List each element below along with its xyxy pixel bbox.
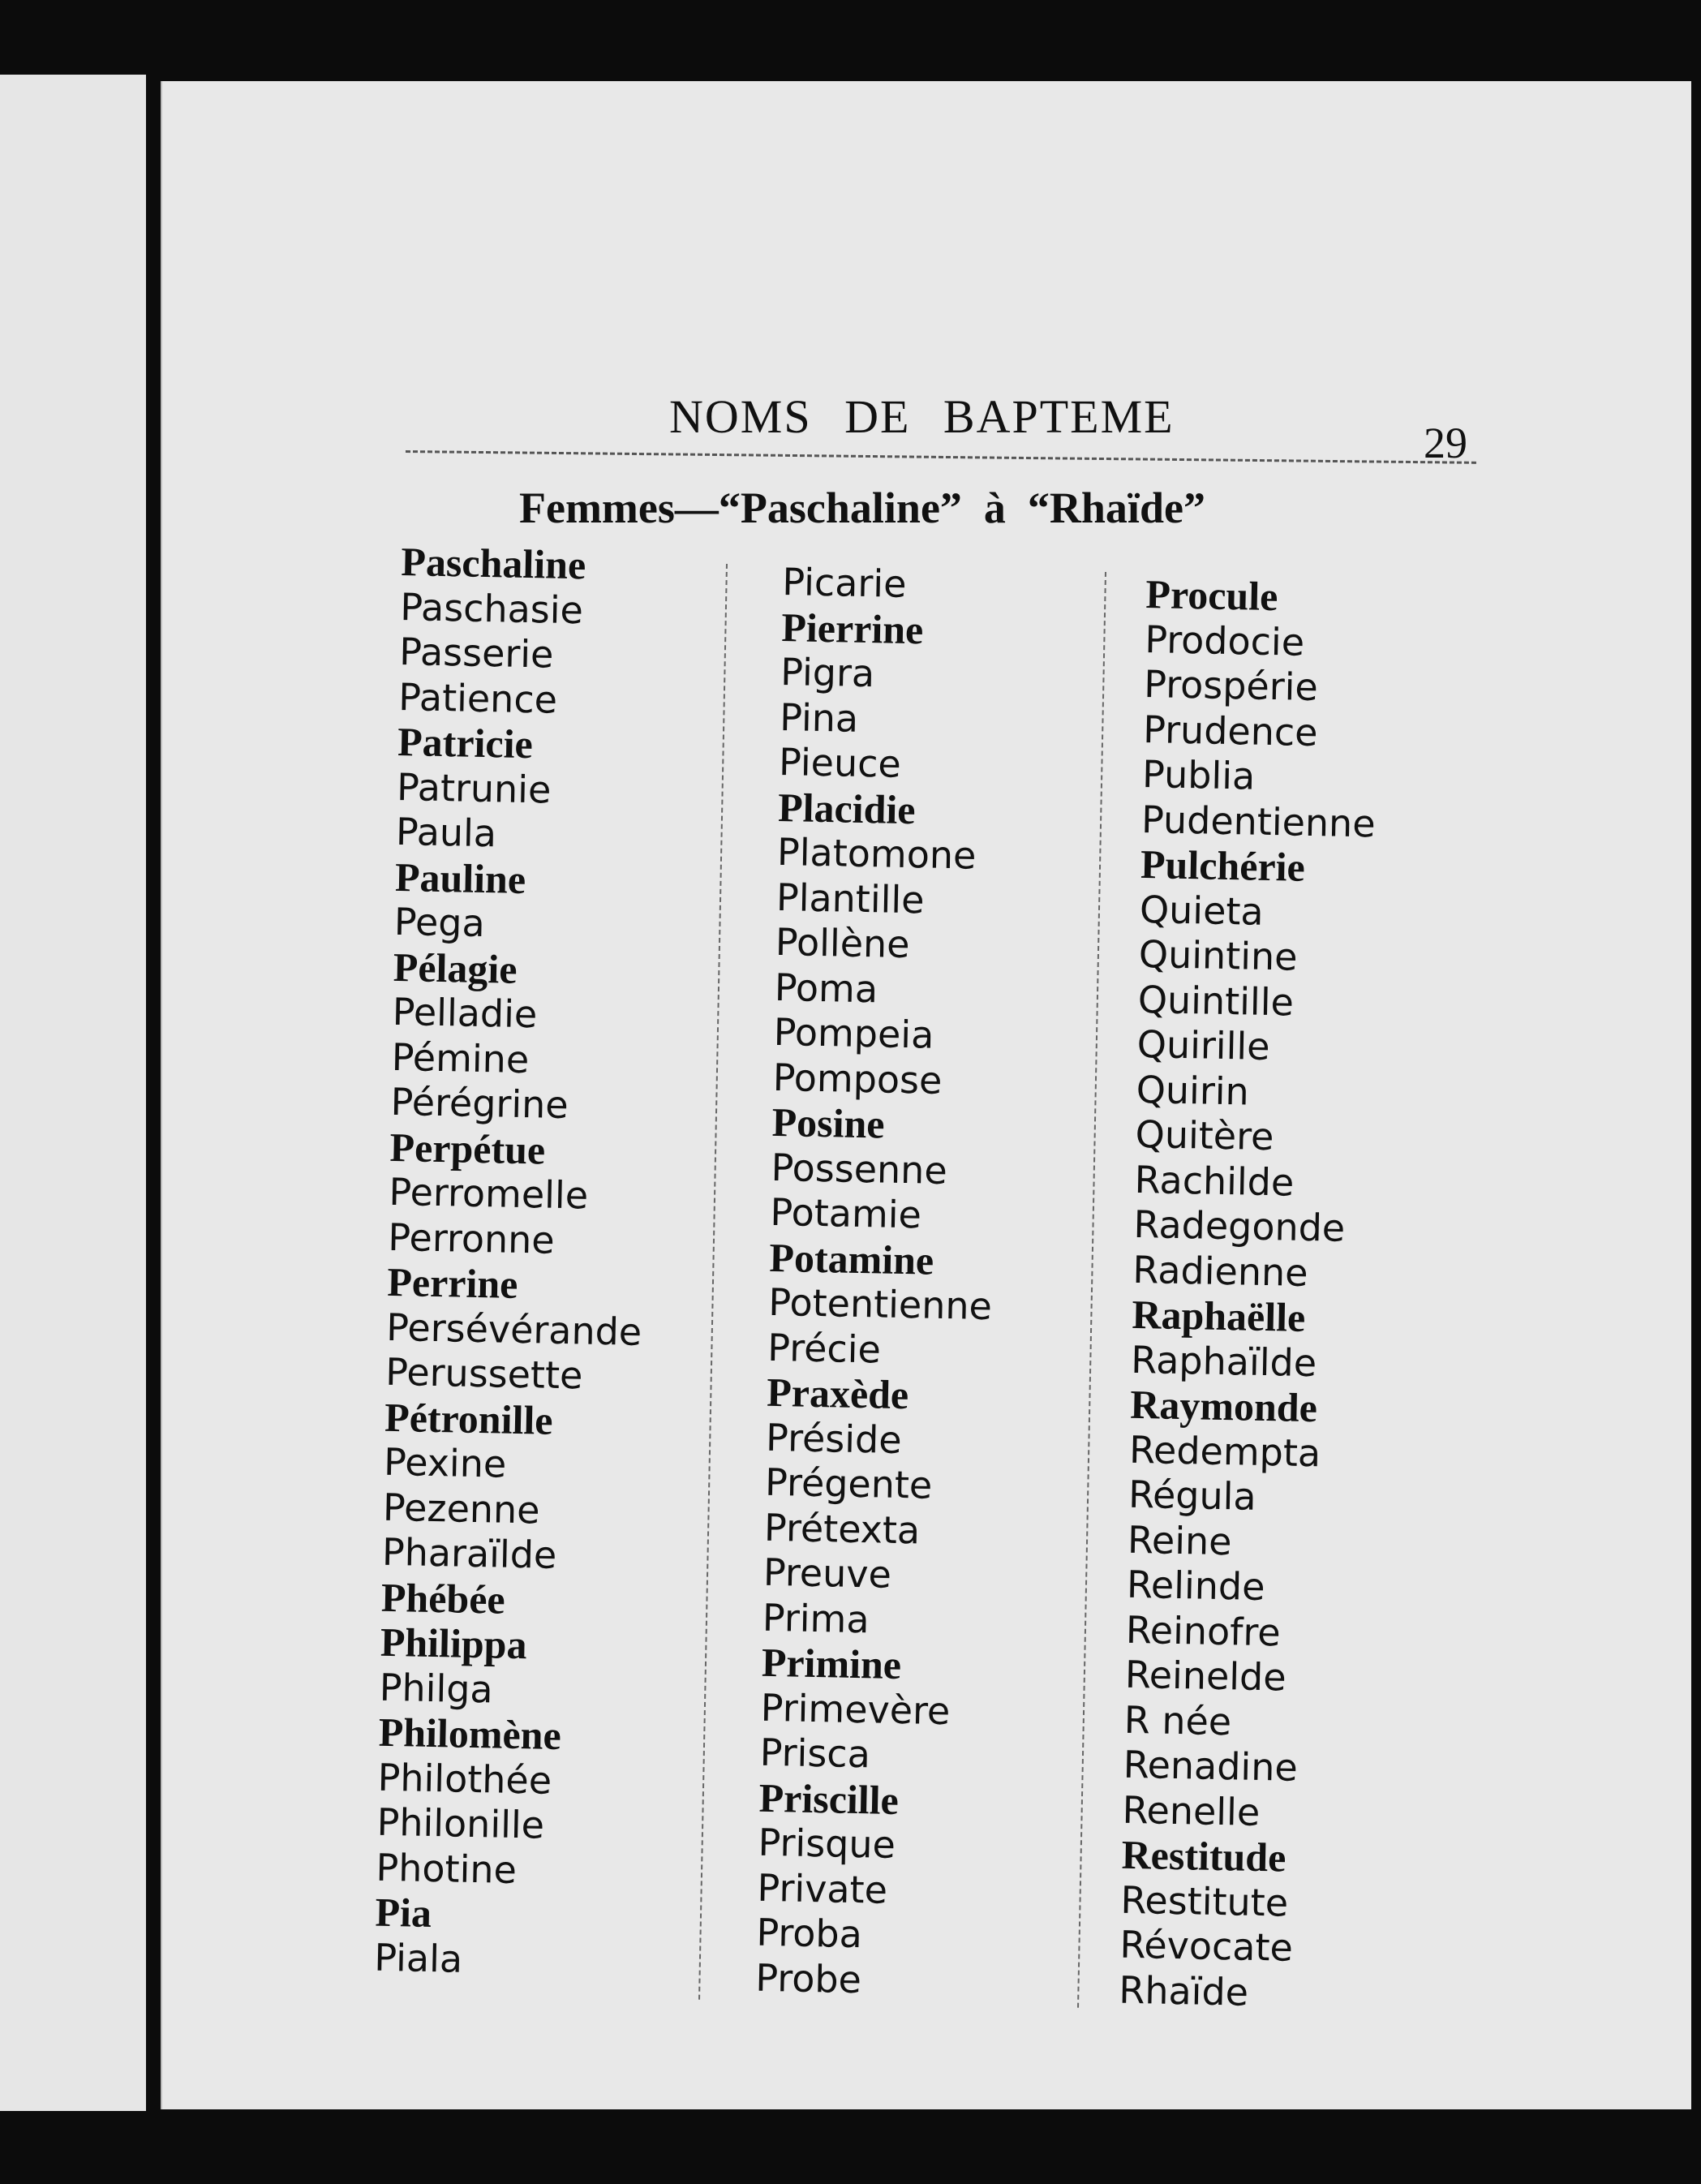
- name-entry: Picarie: [781, 560, 907, 606]
- name-entry: Philga: [379, 1665, 494, 1711]
- name-entry: Pérégrine: [390, 1079, 569, 1128]
- name-entry: Rachilde: [1134, 1157, 1295, 1205]
- name-entry: Placidie: [777, 784, 917, 832]
- name-entry: Pina: [779, 694, 859, 741]
- name-entry: Préside: [765, 1415, 903, 1462]
- name-entry: Perromelle: [389, 1169, 589, 1218]
- name-entry: Pia: [374, 1889, 432, 1937]
- name-entry: Pémine: [391, 1034, 530, 1081]
- name-entry: Passerie: [398, 629, 554, 677]
- name-entry: Quirin: [1136, 1067, 1250, 1114]
- name-entry: Philippa: [380, 1619, 528, 1668]
- name-entry: Pelladie: [392, 989, 538, 1037]
- page-number: 29: [1424, 419, 1467, 467]
- name-entry: Procule: [1145, 571, 1278, 620]
- name-entry: Prégente: [764, 1460, 933, 1507]
- name-entry: Pigra: [780, 649, 875, 696]
- name-entry: Révocate: [1119, 1922, 1294, 1970]
- name-entry: Pega: [393, 899, 486, 946]
- name-entry: Reinofre: [1125, 1607, 1282, 1654]
- facing-page-edge: [0, 75, 146, 2111]
- name-entry: Perussette: [384, 1349, 583, 1398]
- name-entry: Perronne: [387, 1215, 556, 1262]
- name-entry: Quintine: [1138, 931, 1299, 979]
- name-entry: Private: [757, 1865, 888, 1912]
- name-entry: Prospérie: [1143, 661, 1319, 710]
- name-entry: Prisca: [759, 1730, 871, 1777]
- name-entry: Raphaëlle: [1131, 1291, 1306, 1340]
- name-entry: Prodocie: [1144, 617, 1305, 664]
- name-entry: Pezenne: [382, 1485, 541, 1532]
- names-column-1: [374, 540, 657, 1985]
- name-entry: Primevère: [760, 1685, 951, 1733]
- name-entry: Quieta: [1139, 887, 1265, 934]
- name-entry: Pompose: [772, 1055, 943, 1103]
- name-entry: Pharaïlde: [381, 1529, 557, 1577]
- name-entry: Quitère: [1135, 1111, 1274, 1159]
- name-entry: Preuve: [762, 1550, 892, 1597]
- name-entry: Photine: [376, 1845, 518, 1892]
- name-entry: Prétexta: [763, 1505, 921, 1552]
- name-entry: Pudentienne: [1140, 797, 1377, 845]
- name-entry: Pulchérie: [1140, 840, 1306, 890]
- name-entry: Philothée: [377, 1755, 552, 1803]
- name-entry: Perpétue: [389, 1124, 546, 1173]
- name-entry: Pauline: [394, 853, 526, 902]
- name-entry: Raphaïlde: [1130, 1337, 1317, 1385]
- name-entry: Pétronille: [384, 1394, 554, 1443]
- name-entry: Philomène: [378, 1709, 562, 1759]
- names-column-3: [1119, 572, 1381, 2017]
- name-entry: Probe: [754, 1955, 862, 2001]
- name-entry: Paschasie: [399, 584, 584, 632]
- name-entry: Piala: [373, 1935, 463, 1981]
- name-entry: Plantille: [775, 875, 926, 922]
- section-subtitle: Femmes—“Paschaline” à “Rhaïde”: [519, 484, 1205, 532]
- name-entry: Précie: [767, 1325, 882, 1371]
- name-entry: Radegonde: [1133, 1202, 1346, 1250]
- name-entry: Perrine: [386, 1258, 518, 1307]
- name-entry: Potamie: [770, 1189, 922, 1237]
- name-entry: Prudence: [1142, 707, 1319, 755]
- name-entry: Redempta: [1128, 1427, 1321, 1475]
- name-entry: Pierrine: [780, 604, 924, 652]
- page-title: NOMS DE BAPTEME: [669, 390, 1175, 443]
- name-entry: Praxède: [766, 1369, 909, 1418]
- name-entry: R née: [1123, 1697, 1232, 1743]
- name-entry: Renelle: [1122, 1787, 1261, 1834]
- name-entry: Proba: [755, 1910, 863, 1957]
- name-entry: Phébée: [380, 1574, 506, 1623]
- name-entry: Relinde: [1126, 1562, 1265, 1610]
- name-entry: Posine: [771, 1098, 886, 1147]
- names-column-2: [755, 560, 1007, 2005]
- name-entry: Poma: [774, 965, 878, 1011]
- name-entry: Reinelde: [1124, 1652, 1287, 1700]
- name-entry: Patrunie: [396, 764, 552, 812]
- name-entry: Prisque: [758, 1820, 896, 1867]
- name-entry: Paula: [395, 809, 497, 856]
- name-entry: Possenne: [771, 1145, 948, 1193]
- name-entry: Persévérande: [385, 1305, 642, 1354]
- name-entry: Quintille: [1137, 977, 1295, 1025]
- name-entry: Patience: [397, 674, 558, 722]
- name-entry: Patricie: [397, 718, 534, 767]
- name-entry: Publia: [1141, 751, 1256, 798]
- name-entry: Rhaïde: [1118, 1967, 1249, 2014]
- name-entry: Restitude: [1121, 1831, 1286, 1881]
- name-entry: Radienne: [1132, 1247, 1309, 1295]
- name-entry: Pollène: [775, 919, 911, 967]
- name-entry: Prima: [762, 1595, 870, 1641]
- name-entry: Quirille: [1136, 1021, 1271, 1069]
- name-entry: Régula: [1128, 1472, 1257, 1519]
- name-entry: Pompeia: [773, 1009, 934, 1057]
- name-entry: Reine: [1127, 1517, 1233, 1563]
- name-entry: Pexine: [383, 1439, 507, 1486]
- name-entry: Raymonde: [1129, 1381, 1318, 1431]
- name-entry: Philonille: [376, 1799, 545, 1847]
- name-entry: Restitute: [1120, 1877, 1289, 1925]
- name-entry: Primine: [761, 1639, 902, 1688]
- name-entry: Pélagie: [393, 944, 518, 992]
- name-entry: Priscille: [758, 1774, 900, 1823]
- name-entry: Platomone: [776, 829, 977, 878]
- name-entry: Potamine: [768, 1234, 934, 1283]
- name-entry: Renadine: [1123, 1742, 1299, 1790]
- name-entry: Paschaline: [400, 539, 586, 588]
- name-entry: Potentienne: [767, 1279, 993, 1329]
- name-entry: Pieuce: [778, 739, 902, 786]
